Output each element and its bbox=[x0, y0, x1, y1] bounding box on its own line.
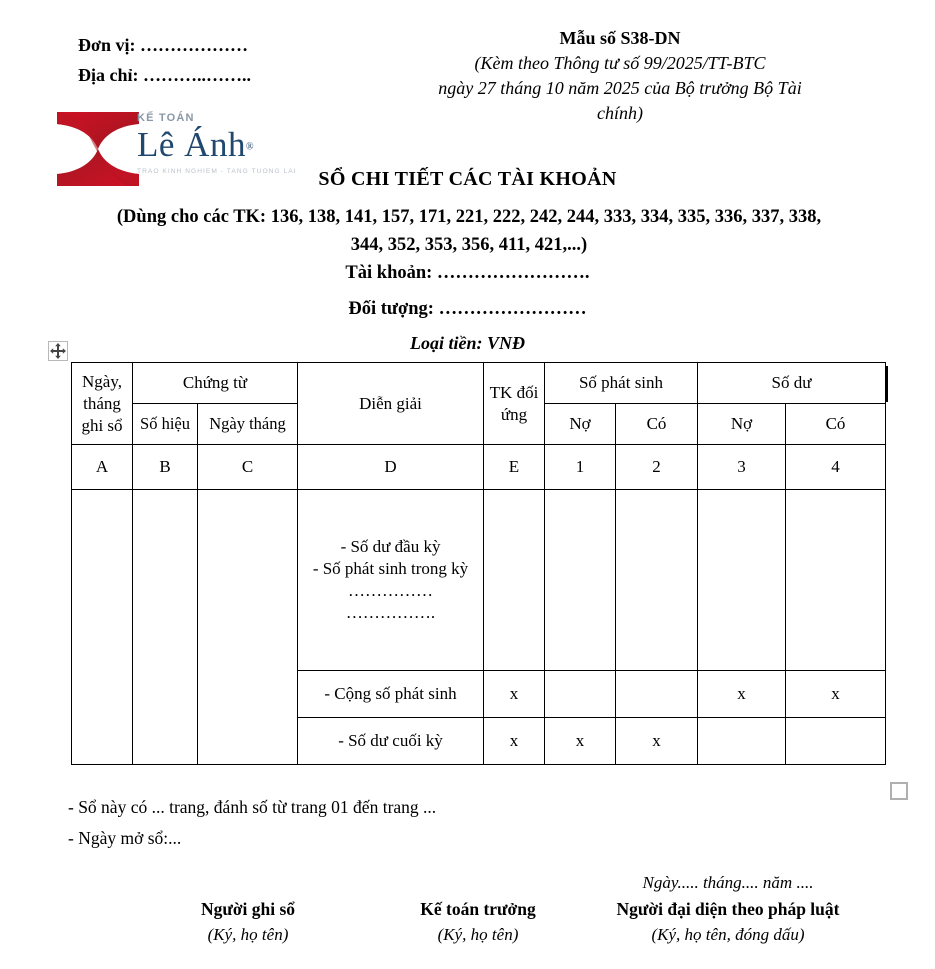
th-group-sodu: Số dư bbox=[698, 363, 886, 404]
table-header-row-1 bbox=[72, 363, 886, 404]
subtitle-line-1: (Dùng cho các TK: 136, 138, 141, 157, 171, 221, 222, 242, 244, 333, 334, 335, 336, 337, 338, bbox=[116, 207, 822, 227]
letter-2: 2 bbox=[616, 445, 698, 490]
signature-chief-accountant-sub: (Ký, họ tên) bbox=[437, 925, 519, 944]
cell-e-body[interactable] bbox=[484, 490, 545, 671]
signature-date-line: Ngày..... tháng.... năm .... bbox=[642, 873, 814, 892]
cell-d-closing-label: - Số dư cuối kỳ bbox=[298, 718, 484, 765]
letter-d: D bbox=[298, 445, 484, 490]
table-move-handle[interactable] bbox=[48, 341, 68, 361]
th-col-a: Ngày, tháng ghi sổ bbox=[72, 363, 133, 445]
cell-1-body[interactable] bbox=[545, 490, 616, 671]
unit-label: Đơn vị: ……………… bbox=[78, 35, 248, 55]
desc-period-movement: - Số phát sinh trong kỳ bbox=[312, 559, 469, 578]
signature-legal-representative bbox=[548, 870, 908, 947]
logo-small-text: KẾ TOÁN bbox=[137, 112, 195, 124]
footer-notes bbox=[68, 792, 436, 854]
table-row[interactable] bbox=[72, 490, 886, 671]
unit-info-block bbox=[78, 30, 378, 90]
cell-1-total[interactable] bbox=[545, 671, 616, 718]
currency-label: Loại tiền: VNĐ bbox=[410, 333, 525, 353]
th-ps-no: Nợ bbox=[545, 404, 616, 445]
cell-3-closing[interactable] bbox=[698, 718, 786, 765]
logo-main-text: Lê Ánh bbox=[137, 125, 246, 164]
cell-d-descriptions[interactable] bbox=[298, 490, 484, 671]
cell-2-closing[interactable]: x bbox=[616, 718, 698, 765]
th-sd-co: Có bbox=[786, 404, 886, 445]
desc-opening-balance: - Số dư đầu kỳ bbox=[340, 537, 441, 556]
th-col-d: Diễn giải bbox=[298, 363, 484, 445]
circular-line-2: ngày 27 tháng 10 năm 2025 của Bộ trưởng Bộ Tài bbox=[438, 78, 802, 98]
th-group-chungtu: Chứng từ bbox=[133, 363, 298, 404]
table-letter-row bbox=[72, 445, 886, 490]
page-title: SỔ CHI TIẾT CÁC TÀI KHOẢN bbox=[318, 168, 617, 190]
form-reference-block bbox=[390, 26, 850, 126]
cell-b-body[interactable] bbox=[133, 490, 198, 765]
letter-c: C bbox=[198, 445, 298, 490]
letter-e: E bbox=[484, 445, 545, 490]
cell-e-total[interactable]: x bbox=[484, 671, 545, 718]
th-sd-no: Nợ bbox=[698, 404, 786, 445]
page-subtitle bbox=[55, 203, 883, 259]
th-col-c: Ngày tháng bbox=[198, 404, 298, 445]
registered-mark-icon: ® bbox=[245, 141, 254, 153]
cell-a-body[interactable] bbox=[72, 490, 133, 765]
ledger-table bbox=[71, 362, 886, 765]
signature-block bbox=[68, 870, 908, 965]
circular-line-3: chính) bbox=[597, 103, 643, 123]
circular-line-1: (Kèm theo Thông tư số 99/2025/TT-BTC bbox=[474, 53, 766, 73]
letter-3: 3 bbox=[698, 445, 786, 490]
desc-dots-2: ……………. bbox=[345, 603, 436, 622]
cell-4-closing[interactable] bbox=[786, 718, 886, 765]
cell-2-body[interactable] bbox=[616, 490, 698, 671]
account-field: Tài khoản: ……………………. bbox=[345, 263, 590, 283]
logo-slogan: TRAO KINH NGHIEM - TANG TUONG LAI bbox=[137, 168, 297, 175]
signature-legal-representative-sub: (Ký, họ tên, đóng dấu) bbox=[651, 925, 805, 944]
cell-3-body[interactable] bbox=[698, 490, 786, 671]
letter-1: 1 bbox=[545, 445, 616, 490]
letter-a: A bbox=[72, 445, 133, 490]
table-resize-handle[interactable] bbox=[890, 782, 908, 800]
th-ps-co: Có bbox=[616, 404, 698, 445]
signature-recorder bbox=[128, 896, 368, 947]
form-number: Mẫu số S38-DN bbox=[559, 28, 681, 48]
signature-recorder-role: Người ghi sổ bbox=[200, 899, 296, 919]
cell-4-total[interactable]: x bbox=[786, 671, 886, 718]
cell-d-total-label: - Cộng số phát sinh bbox=[298, 671, 484, 718]
subtitle-line-2: 344, 352, 353, 356, 411, 421,...) bbox=[350, 235, 588, 255]
cell-2-total[interactable] bbox=[616, 671, 698, 718]
cell-c-body[interactable] bbox=[198, 490, 298, 765]
note-open-date: - Ngày mở sổ:... bbox=[68, 828, 182, 848]
note-pages: - Sổ này có ... trang, đánh số từ trang 01 đến trang ... bbox=[68, 797, 437, 817]
th-group-phatsinh: Số phát sinh bbox=[545, 363, 698, 404]
th-col-e: TK đối ứng bbox=[484, 363, 545, 445]
desc-dots-1: …………… bbox=[348, 581, 433, 600]
object-field: Đối tượng: …………………… bbox=[348, 299, 587, 319]
letter-b: B bbox=[133, 445, 198, 490]
cell-4-body[interactable] bbox=[786, 490, 886, 671]
cell-1-closing[interactable]: x bbox=[545, 718, 616, 765]
signature-recorder-sub: (Ký, họ tên) bbox=[207, 925, 289, 944]
letter-4: 4 bbox=[786, 445, 886, 490]
address-label: Địa chỉ: ………..…….. bbox=[78, 65, 251, 85]
signature-chief-accountant-role: Kế toán trưởng bbox=[420, 899, 536, 919]
cell-3-total[interactable]: x bbox=[698, 671, 786, 718]
cell-e-closing[interactable]: x bbox=[484, 718, 545, 765]
th-col-b: Số hiệu bbox=[133, 404, 198, 445]
signature-legal-representative-role: Người đại diện theo pháp luật bbox=[616, 899, 840, 919]
text-caret bbox=[886, 366, 888, 402]
